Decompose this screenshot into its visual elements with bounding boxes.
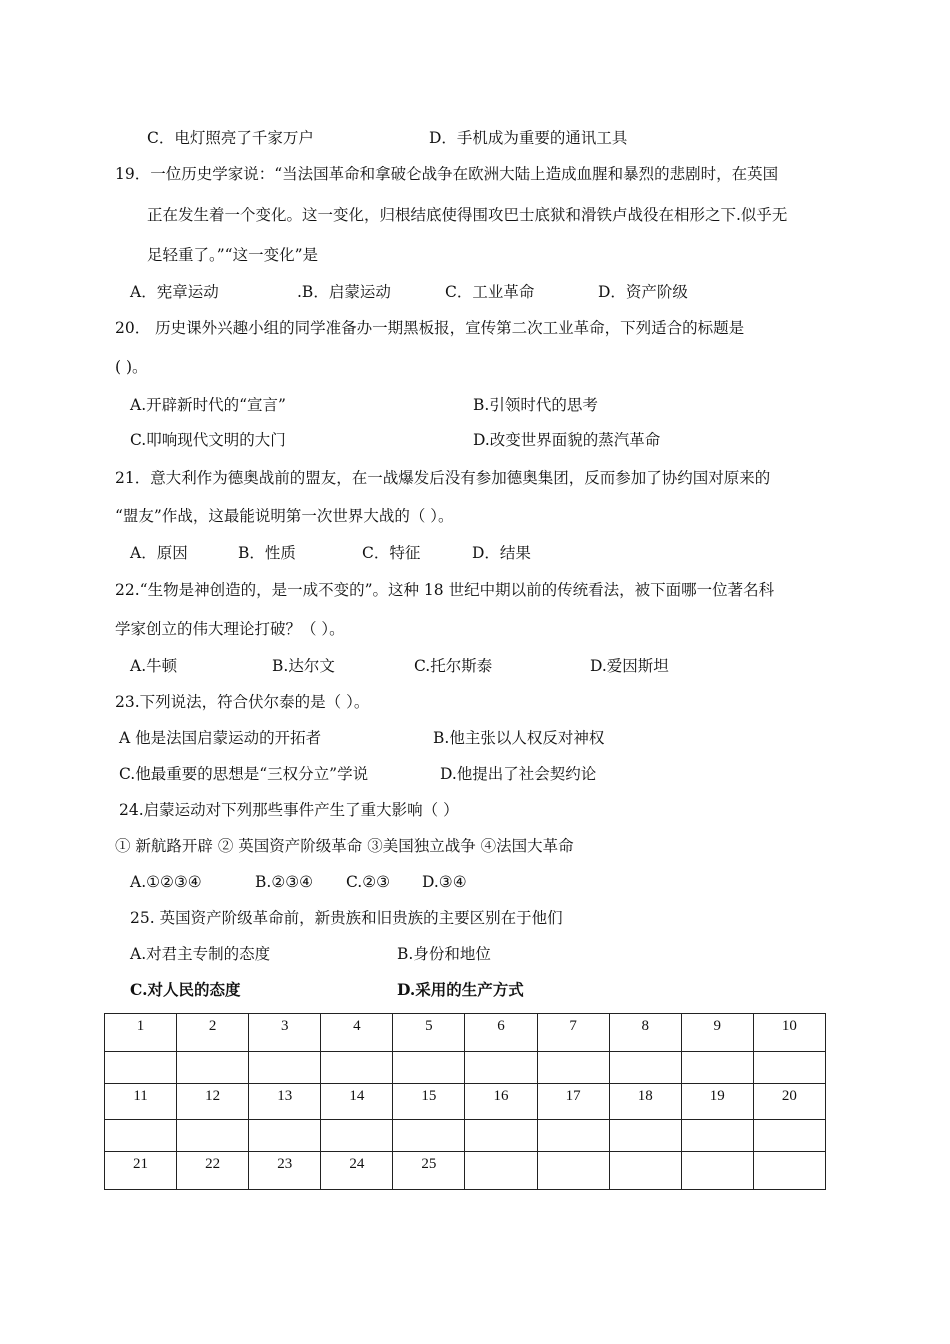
answer-blank-cell[interactable] [249, 1052, 321, 1084]
q24-option-a: A.①②③④ [130, 873, 202, 891]
q23-option-d: D.他提出了社会契约论 [440, 765, 597, 783]
answer-blank-cell[interactable] [465, 1052, 537, 1084]
q21-option-c: C．特征 [362, 544, 421, 562]
q19-option-d: D．资产阶级 [598, 283, 688, 301]
answer-blank-cell[interactable] [537, 1120, 609, 1152]
answer-number-cell: 6 [465, 1014, 537, 1052]
q21-option-b: B．性质 [238, 544, 296, 562]
answer-number-cell: 14 [321, 1084, 393, 1120]
q19-option-c: C．工业革命 [445, 283, 535, 301]
answer-number-cell: 13 [249, 1084, 321, 1120]
q21-option-a: A．原因 [130, 544, 188, 562]
answer-number-cell: 15 [393, 1084, 465, 1120]
q23-stem: 23.下列说法，符合伏尔泰的是（ ）。 [115, 693, 370, 711]
answer-blank-cell[interactable] [177, 1052, 249, 1084]
q19-stem-line3: 足轻重了。”“这一变化”是 [147, 246, 319, 264]
answer-number-cell: 1 [105, 1014, 177, 1052]
answer-blank-cell[interactable] [681, 1120, 753, 1152]
answer-number-cell: 9 [681, 1014, 753, 1052]
q24-items: ① 新航路开辟 ② 英国资产阶级革命 ③美国独立战争 ④法国大革命 [115, 837, 574, 855]
answer-blank-cell[interactable] [753, 1152, 825, 1190]
q20-option-c: C.叩响现代文明的大门 [130, 431, 286, 449]
q20-option-d: D.改变世界面貌的蒸汽革命 [473, 431, 661, 449]
answer-number-cell: 10 [753, 1014, 825, 1052]
q18-option-c: C．电灯照亮了千家万户 [147, 129, 314, 147]
answer-number-cell: 3 [249, 1014, 321, 1052]
q24-option-d: D.③④ [422, 873, 467, 891]
q19-stem-line2: 正在发生着一个变化。这一变化，归根结底使得围攻巴士底狱和滑铁卢战役在相形之下.似乎无 [147, 206, 788, 224]
q20-option-a: A.开辟新时代的“宣言” [130, 396, 286, 414]
q23-option-b: B.他主张以人权反对神权 [433, 729, 605, 747]
answer-number-cell: 11 [105, 1084, 177, 1120]
answer-number-cell: 8 [609, 1014, 681, 1052]
q24-option-b: B.②③④ [255, 873, 314, 891]
q22-option-a: A.牛顿 [130, 657, 178, 675]
answer-blank-cell[interactable] [465, 1152, 537, 1190]
answer-blank-row [105, 1052, 826, 1084]
answer-number-cell: 23 [249, 1152, 321, 1190]
q25-option-c: C.对人民的态度 [130, 980, 241, 999]
answer-number-row [105, 1084, 826, 1120]
q19-option-a: A．宪章运动 [130, 283, 219, 301]
q22-stem-line1: 22.“生物是神创造的，是一成不变的”。这种 18 世纪中期以前的传统看法，被下面哪一位著名科 [115, 581, 775, 599]
q21-option-d: D．结果 [472, 544, 531, 562]
answer-number-cell: 21 [105, 1152, 177, 1190]
answer-blank-cell[interactable] [465, 1120, 537, 1152]
answer-number-cell: 7 [537, 1014, 609, 1052]
q25-stem: 25. 英国资产阶级革命前，新贵族和旧贵族的主要区别在于他们 [130, 909, 563, 927]
answer-blank-cell[interactable] [321, 1120, 393, 1152]
answer-blank-cell[interactable] [393, 1120, 465, 1152]
answer-blank-cell[interactable] [681, 1152, 753, 1190]
answer-table [104, 1013, 826, 1190]
answer-blank-cell[interactable] [609, 1052, 681, 1084]
answer-number-cell: 5 [393, 1014, 465, 1052]
answer-blank-cell[interactable] [249, 1120, 321, 1152]
q20-option-b: B.引领时代的思考 [473, 396, 598, 414]
answer-blank-cell[interactable] [105, 1052, 177, 1084]
q21-stem-line1: 21．意大利作为德奥战前的盟友，在一战爆发后没有参加德奥集团，反而参加了协约国对原来的 [115, 469, 771, 487]
q18-option-d: D．手机成为重要的通讯工具 [429, 129, 628, 147]
answer-blank-cell[interactable] [609, 1120, 681, 1152]
answer-number-cell: 12 [177, 1084, 249, 1120]
q25-option-b: B.身份和地位 [397, 945, 491, 963]
answer-blank-cell[interactable] [537, 1152, 609, 1190]
q22-option-d: D.爱因斯坦 [590, 657, 669, 675]
q25-option-d: D.采用的生产方式 [397, 980, 524, 999]
answer-blank-row [105, 1120, 826, 1152]
answer-number-cell: 2 [177, 1014, 249, 1052]
answer-blank-cell[interactable] [321, 1052, 393, 1084]
q20-stem-line2: ( )。 [115, 358, 148, 376]
answer-number-row [105, 1014, 826, 1052]
answer-blank-cell[interactable] [177, 1120, 249, 1152]
answer-blank-cell[interactable] [609, 1152, 681, 1190]
answer-blank-cell[interactable] [753, 1120, 825, 1152]
q19-stem-line1: 19．一位历史学家说：“当法国革命和拿破仑战争在欧洲大陆上造成血腥和暴烈的悲剧时，在英国 [115, 165, 779, 183]
answer-number-cell: 22 [177, 1152, 249, 1190]
q22-stem-line2: 学家创立的伟大理论打破？（ ）。 [115, 620, 345, 638]
answer-number-cell: 16 [465, 1084, 537, 1120]
answer-number-cell: 4 [321, 1014, 393, 1052]
q22-option-c: C.托尔斯泰 [414, 657, 493, 675]
answer-blank-cell[interactable] [105, 1120, 177, 1152]
q21-stem-line2: “盟友”作战，这最能说明第一次世界大战的（ ）。 [115, 507, 454, 525]
q24-stem: 24.启蒙运动对下列那些事件产生了重大影响（ ） [119, 801, 459, 819]
q22-option-b: B.达尔文 [272, 657, 335, 675]
q23-option-a: A 他是法国启蒙运动的开拓者 [119, 729, 322, 747]
answer-blank-cell[interactable] [537, 1052, 609, 1084]
q20-stem-line1: 20． 历史课外兴趣小组的同学准备办一期黑板报，宣传第二次工业革命，下列适合的标题是 [115, 319, 745, 337]
answer-number-cell: 20 [753, 1084, 825, 1120]
q24-option-c: C.②③ [346, 873, 391, 891]
answer-blank-cell[interactable] [753, 1052, 825, 1084]
q23-option-c: C.他最重要的思想是“三权分立”学说 [119, 765, 369, 783]
q25-option-a: A.对君主专制的态度 [130, 945, 271, 963]
answer-blank-cell[interactable] [681, 1052, 753, 1084]
answer-number-cell: 19 [681, 1084, 753, 1120]
answer-number-cell: 24 [321, 1152, 393, 1190]
answer-number-cell: 18 [609, 1084, 681, 1120]
answer-number-cell: 25 [393, 1152, 465, 1190]
answer-blank-cell[interactable] [393, 1052, 465, 1084]
answer-number-cell: 17 [537, 1084, 609, 1120]
q19-option-b: .B．启蒙运动 [297, 283, 391, 301]
answer-number-row [105, 1152, 826, 1190]
